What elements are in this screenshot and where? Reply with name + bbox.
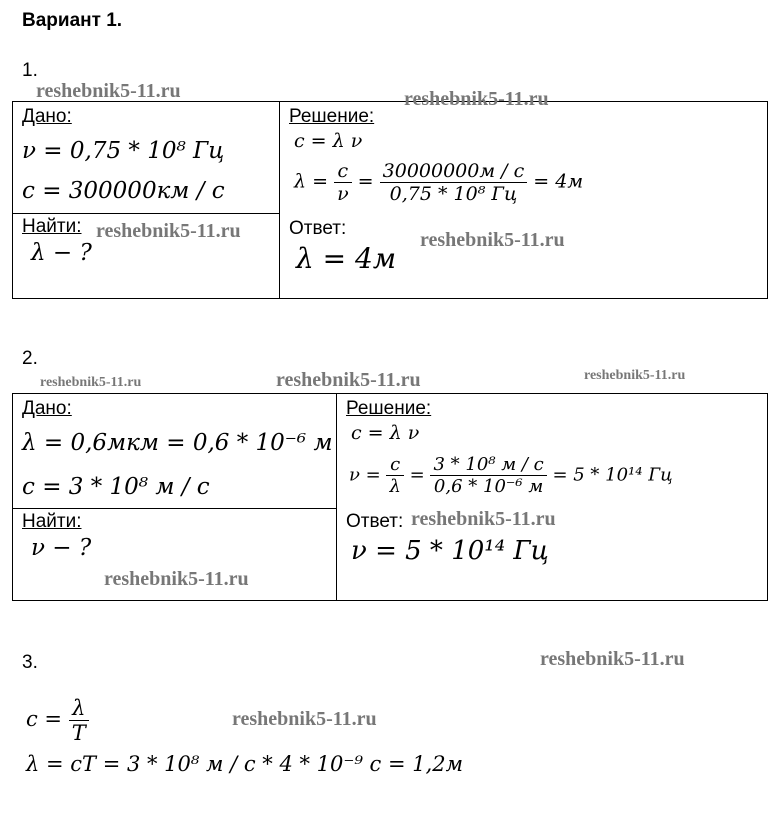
task-3-number: 3. <box>22 652 38 673</box>
watermark: reshebnik5-11.ru <box>104 568 249 590</box>
task-3-calculation: λ = cT = 3 * 10⁸ м / с * 4 * 10⁻⁹ с = 1,2м <box>26 752 464 776</box>
fraction-numerator: 3 * 10⁸ м / с <box>430 454 546 476</box>
calc-result: = 5 * 10¹⁴ Гц <box>552 464 673 486</box>
find-label: Найти: <box>22 511 82 532</box>
given-label: Дано: <box>22 398 72 419</box>
find-value: λ − ? <box>31 240 92 266</box>
watermark: reshebnik5-11.ru <box>540 648 685 670</box>
solution-formula: c = λ ν <box>294 130 363 152</box>
given-line-1: λ = 0,6мкм = 0,6 * 10⁻⁶ м <box>22 430 333 456</box>
calc-fraction-1 <box>334 160 352 205</box>
task-1-number: 1. <box>22 60 38 81</box>
watermark: reshebnik5-11.ru <box>96 220 241 242</box>
task-2-given-cell <box>13 394 337 509</box>
given-line-2: c = 300000км / с <box>22 178 225 204</box>
fraction-numerator: 30000000м / с <box>380 160 528 183</box>
fraction-denominator: ν <box>337 183 349 205</box>
calc-result: = 4м <box>533 170 584 193</box>
watermark: reshebnik5-11.ru <box>411 508 556 530</box>
task-2-solution-cell <box>337 394 768 601</box>
fraction-numerator: λ <box>69 696 89 721</box>
task-2-number: 2. <box>22 348 38 369</box>
task-1-table <box>12 101 768 299</box>
page-title: Вариант 1. <box>22 10 123 31</box>
watermark: reshebnik5-11.ru <box>40 375 142 390</box>
fraction-denominator: T <box>71 721 86 745</box>
solution-calculation <box>349 454 673 497</box>
calc-lhs: λ = <box>294 170 329 193</box>
formula-lhs: c = <box>26 707 63 731</box>
find-label: Найти: <box>22 216 82 237</box>
given-line-2: c = 3 * 10⁸ м / с <box>22 474 210 500</box>
calc-fraction-2 <box>380 160 528 205</box>
equals-sign: = <box>357 170 374 193</box>
task-1-given-cell <box>13 102 280 214</box>
task-3-formula <box>26 696 89 745</box>
watermark: reshebnik5-11.ru <box>404 88 549 110</box>
watermark: reshebnik5-11.ru <box>276 369 421 391</box>
calc-fraction-2 <box>430 454 546 497</box>
answer-value: ν = 5 * 10¹⁴ Гц <box>351 536 549 566</box>
calc-fraction-1 <box>386 454 403 497</box>
fraction-numerator: c <box>334 160 352 183</box>
fraction-denominator: λ <box>389 476 401 497</box>
watermark: reshebnik5-11.ru <box>420 229 565 251</box>
watermark: reshebnik5-11.ru <box>232 708 377 730</box>
solution-label: Решение: <box>289 106 375 127</box>
answer-label: Ответ: <box>346 511 404 532</box>
task-1-solution-cell <box>280 102 768 299</box>
solution-label: Решение: <box>346 398 432 419</box>
find-value: ν − ? <box>31 535 92 561</box>
answer-value: λ = 4м <box>296 242 397 275</box>
calc-lhs: ν = <box>349 464 381 486</box>
fraction-denominator: 0,75 * 10⁸ Гц <box>389 183 518 205</box>
solution-formula: c = λ ν <box>351 422 420 444</box>
given-label: Дано: <box>22 106 72 127</box>
solution-calculation <box>294 160 583 205</box>
equals-sign: = <box>409 464 425 486</box>
answer-label: Ответ: <box>289 218 347 239</box>
watermark: reshebnik5-11.ru <box>584 368 686 383</box>
watermark: reshebnik5-11.ru <box>36 80 181 102</box>
given-line-1: ν = 0,75 * 10⁸ Гц <box>22 138 225 164</box>
fraction-denominator: 0,6 * 10⁻⁶ м <box>433 476 544 497</box>
fraction-numerator: c <box>386 454 403 476</box>
formula-fraction <box>69 696 89 745</box>
